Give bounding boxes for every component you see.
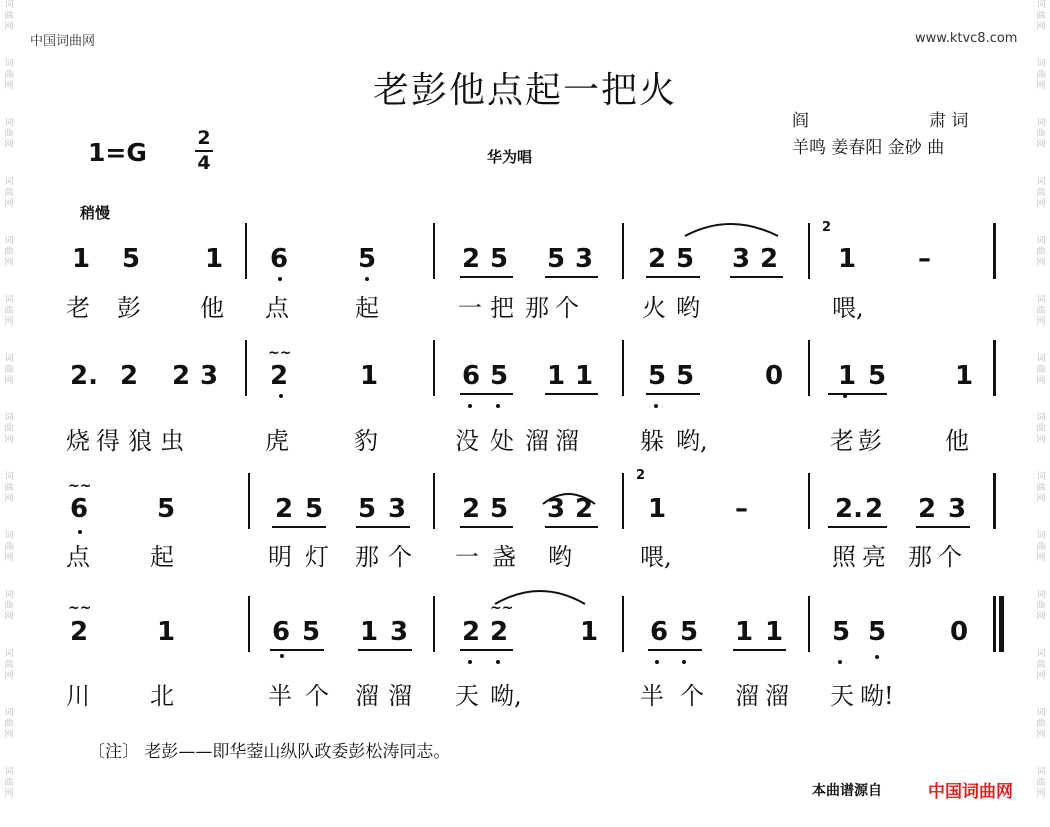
lyric-char: 躲 [640,427,664,455]
jianpu-note: 6 [650,617,669,647]
jianpu-note: 3 [547,494,566,524]
lyric-char: 个 [388,543,412,571]
composer-credit: 羊鸣 姜春阳 金砂 曲 [792,138,945,158]
lyric-char: 烧 [66,427,90,455]
watermark-text: 词曲网 [1036,708,1046,740]
watermark-text: 词曲网 [1036,413,1046,445]
jianpu-note: 1 [360,361,379,391]
jianpu-note: 2 [918,494,937,524]
lyric-char: 老 [66,294,90,322]
jianpu-note: 2 [490,617,509,647]
jianpu-note: 2. [835,494,863,524]
mordent-mark: ~~ [268,345,292,361]
lyric-char: 天 [830,682,854,710]
lyric-char: 个 [555,294,579,322]
lyricist-surname: 阎 [792,111,809,131]
jianpu-note: – [735,494,748,524]
jianpu-note: 1 [765,617,784,647]
jianpu-note: 2 [270,361,289,391]
lyric-char: 盏 [492,543,516,571]
jianpu-note: 3 [575,244,594,274]
jianpu-note: 5 [157,494,176,524]
lyric-char: 处 [490,427,514,455]
mordent-mark: ~~ [490,600,514,616]
watermark-text: 词曲网 [1036,295,1046,327]
lyric-char: 哟, [676,427,708,455]
jianpu-note: 6 [462,361,481,391]
grace-note-mark: 2 [822,220,832,235]
lyric-char: 哟 [548,543,572,571]
jianpu-note: 0 [950,617,969,647]
watermark-text: 词曲网 [4,472,14,504]
lyric-char: 他 [200,294,224,322]
jianpu-note: 5 [358,494,377,524]
lyric-char: 个 [680,682,704,710]
lyric-char: 溜 [735,682,759,710]
jianpu-note: 2 [70,617,89,647]
annotation-note: 〔注〕 老彭——即华蓥山纵队政委彭松涛同志。 [88,742,451,762]
lyric-char: 一 [455,543,479,571]
lyric-char: 彭 [117,294,141,322]
jianpu-note: 6 [270,244,289,274]
jianpu-note: 2 [120,361,139,391]
jianpu-note: 1 [157,617,176,647]
lyric-char: 那 [908,543,932,571]
jianpu-note: 2 [575,494,594,524]
lyric-char: 老 [830,427,854,455]
watermark-text: 词曲网 [4,767,14,799]
jianpu-note: 2 [275,494,294,524]
lyric-char: 彭 [858,427,882,455]
jianpu-note: 5 [676,361,695,391]
watermark-text: 词曲网 [1036,236,1046,268]
lyric-char: 豹 [354,427,378,455]
jianpu-note: 2 [648,244,667,274]
grace-note-mark: 2 [636,468,646,483]
jianpu-note: 6 [272,617,291,647]
lyric-char: 喂, [832,294,864,322]
jianpu-note: 5 [868,361,887,391]
watermark-text: 词曲网 [1036,177,1046,209]
footer-brand: 中国词曲网 [928,782,1013,802]
lyric-char: 得 [96,427,120,455]
lyric-char: 溜 [525,427,549,455]
jianpu-note: 5 [547,244,566,274]
jianpu-note: 5 [490,361,509,391]
jianpu-note: 2 [760,244,779,274]
jianpu-note: – [918,244,931,274]
jianpu-note: 2. [70,361,98,391]
jianpu-note: 5 [680,617,699,647]
lyric-char: 他 [945,427,969,455]
lyric-char: 虎 [265,427,289,455]
site-name: 中国词曲网 [30,34,96,49]
watermark-text: 词曲网 [4,413,14,445]
key-signature: 1=G [88,138,147,167]
watermark-text: 词曲网 [4,177,14,209]
slur [495,591,585,604]
jianpu-note: 5 [676,244,695,274]
jianpu-note: 3 [732,244,751,274]
slur [685,224,778,236]
watermark-text: 词曲网 [4,236,14,268]
jianpu-note: 5 [832,617,851,647]
jianpu-note: 1 [735,617,754,647]
lyric-char: 个 [938,543,962,571]
lyric-char: 一 [458,294,482,322]
lyric-char: 溜 [388,682,412,710]
lyric-char: 溜 [355,682,379,710]
jianpu-note: 5 [490,244,509,274]
jianpu-note: 1 [648,494,667,524]
lyric-char: 灯 [305,543,329,571]
mordent-mark: ~~ [68,478,92,494]
watermark-text: 词曲网 [4,118,14,150]
lyric-char: 没 [455,427,479,455]
lyric-char: 半 [640,682,664,710]
jianpu-note: 3 [948,494,967,524]
lyric-char: 半 [268,682,292,710]
lyric-char: 火 [642,294,666,322]
lyric-char: 川 [66,682,90,710]
jianpu-note: 5 [490,494,509,524]
jianpu-note: 6 [70,494,89,524]
jianpu-note: 3 [390,617,409,647]
lyric-char: 狼 [128,427,152,455]
time-signature-bottom: 4 [197,152,211,174]
watermark-text: 词曲网 [1036,354,1046,386]
lyric-char: 点 [265,294,289,322]
lyric-char: 起 [150,543,174,571]
jianpu-note: 2 [462,617,481,647]
jianpu-note: 5 [122,244,141,274]
jianpu-note: 2 [172,361,191,391]
jianpu-note: 5 [302,617,321,647]
jianpu-note: 5 [868,617,887,647]
slur [543,494,595,504]
jianpu-note: 1 [72,244,91,274]
lyric-char: 喂, [640,543,672,571]
watermark-text: 词曲网 [1036,0,1046,32]
lyric-char: 点 [66,543,90,571]
watermark-text: 词曲网 [1036,590,1046,622]
mordent-mark: ~~ [68,600,92,616]
watermark-text: 词曲网 [4,590,14,622]
jianpu-note: 1 [360,617,379,647]
watermark-text: 词曲网 [1036,531,1046,563]
watermark-text: 词曲网 [1036,767,1046,799]
watermark-text: 词曲网 [4,0,14,32]
song-title: 老彭他点起一把火 [372,70,677,111]
jianpu-note: 1 [547,361,566,391]
lyric-char: 北 [150,682,174,710]
watermark-text: 词曲网 [1036,118,1046,150]
jianpu-note: 1 [955,361,974,391]
jianpu-note: 1 [580,617,599,647]
watermark-text: 词曲网 [4,59,14,91]
lyric-char: 那 [355,543,379,571]
lyric-char: 把 [490,294,514,322]
jianpu-note: 1 [838,244,857,274]
jianpu-note: 0 [765,361,784,391]
watermark-text: 词曲网 [1036,59,1046,91]
lyric-char: 照 [832,543,856,571]
site-url: www.ktvc8.com [915,31,1018,46]
jianpu-note: 1 [205,244,224,274]
jianpu-note: 5 [358,244,377,274]
time-signature-top: 2 [197,127,211,149]
watermark-text: 词曲网 [4,708,14,740]
watermark-text: 词曲网 [4,295,14,327]
lyricist-given: 肃 词 [929,111,969,131]
singer-credit: 华为唱 [487,148,533,166]
lyric-char: 明 [268,543,292,571]
lyric-char: 呦! [860,682,894,710]
jianpu-note: 1 [838,361,857,391]
watermark-text: 词曲网 [1036,472,1046,504]
jianpu-note: 5 [648,361,667,391]
lyric-char: 溜 [765,682,789,710]
jianpu-note: 2 [462,494,481,524]
watermark-text: 词曲网 [1036,649,1046,681]
jianpu-note: 3 [200,361,219,391]
jianpu-note: 1 [575,361,594,391]
watermark-text: 词曲网 [4,649,14,681]
lyric-char: 哟 [676,294,700,322]
lyric-char: 个 [305,682,329,710]
watermark-text: 词曲网 [4,531,14,563]
lyric-char: 虫 [160,427,184,455]
lyric-char: 天 [455,682,479,710]
lyric-char: 呦, [490,682,522,710]
jianpu-note: 5 [305,494,324,524]
jianpu-note: 3 [388,494,407,524]
lyric-char: 起 [355,294,379,322]
watermark-text: 词曲网 [4,354,14,386]
lyric-char: 亮 [862,543,886,571]
footer-source: 本曲谱源自 [812,783,882,799]
jianpu-note: 2 [462,244,481,274]
jianpu-note: 2 [865,494,884,524]
lyric-char: 那 [525,294,549,322]
lyric-char: 溜 [555,427,579,455]
tempo-marking: 稍慢 [80,204,111,222]
